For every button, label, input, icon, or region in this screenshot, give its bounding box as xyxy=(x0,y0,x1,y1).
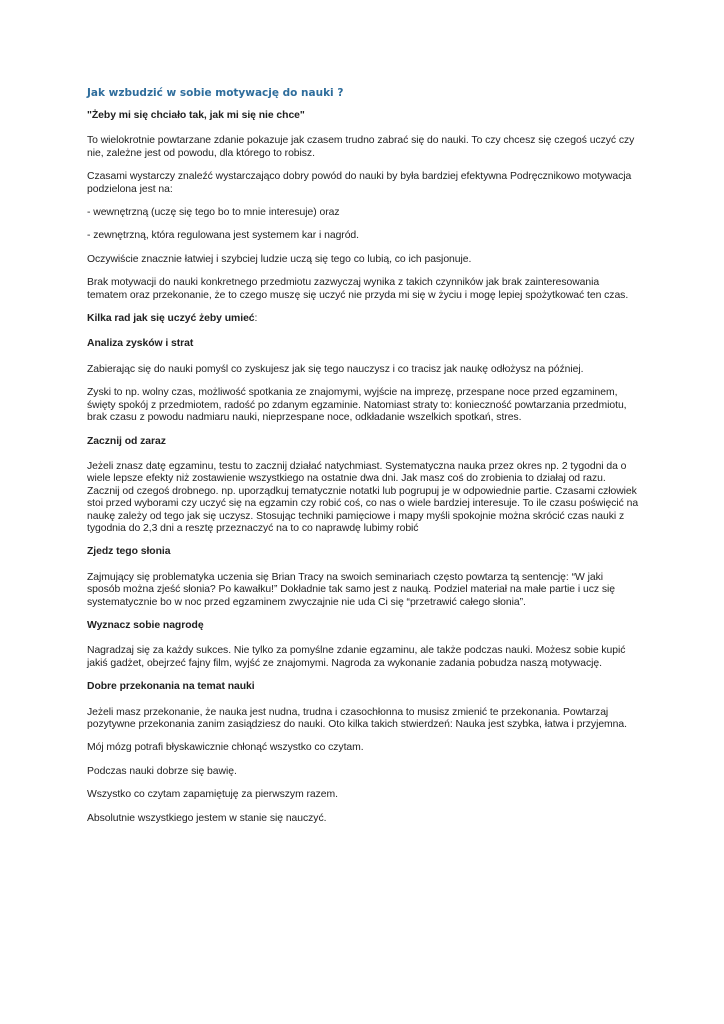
document-title: Jak wzbudzić w sobie motywację do nauki ? xyxy=(87,87,344,99)
intro-paragraph: Brak motywacji do nauki konkretnego przedmiotu zazwyczaj wynika z takich czynników jak brak zainteresowania tematem oraz przekonanie, że to czego muszę się uczyć nie przyda mi się w życiu i mogę lepiej spożytkować ten czas. xyxy=(87,277,629,301)
section-paragraph: Zajmujący się problematyka uczenia się Brian Tracy na swoich seminariach często powtarza tą sentencję: “W jaki sposób można zjeść słonia? Po kawałku!” Dokładnie tak samo jest z nauką. Podziel materiał na małe partie i ucz się systematycznie bo w noc przed egzaminem zwyczajnie nie uda Ci się “przetrawić całego słonia”. xyxy=(87,571,615,608)
document-page xyxy=(87,86,639,836)
intro-paragraph: - wewnętrzną (uczę się tego bo to mnie interesuje) oraz xyxy=(87,207,340,219)
tips-heading-text: Kilka rad jak się uczyć żeby umieć xyxy=(87,313,255,325)
intro-paragraph: Oczywiście znacznie łatwiej i szybciej ludzie uczą się tego co lubią, co ich pasjonuje. xyxy=(87,253,472,265)
affirmation-line: Absolutnie wszystkiego jestem w stanie się nauczyć. xyxy=(87,812,327,824)
intro-paragraph: Czasami wystarczy znaleźć wystarczająco dobry powód do nauki by była bardziej efektywna Podręcznikowo motywacja podzielona jest na: xyxy=(87,171,632,195)
section-paragraph: Jeżeli masz przekonanie, że nauka jest nudna, trudna i czasochłonna to musisz zmienić te przekonania. Powtarzaj pozytywne przekonania zanim zasiądziesz do nauki. Oto kilka takich stwierdzeń: Nauka jest szybka, łatwa i przyjemna. xyxy=(87,706,627,730)
section-heading: Analiza zysków i strat xyxy=(87,338,194,350)
affirmation-line: Podczas nauki dobrze się bawię. xyxy=(87,765,237,777)
tips-heading xyxy=(87,313,639,325)
section-heading: Wyznacz sobie nagrodę xyxy=(87,619,204,631)
affirmation-line: Mój mózg potrafi błyskawicznie chłonąć wszystko co czytam. xyxy=(87,742,364,754)
section-heading: Dobre przekonania na temat nauki xyxy=(87,681,255,693)
affirmation-line: Wszystko co czytam zapamiętuję za pierwszym razem. xyxy=(87,789,338,801)
section-paragraph: Zabierając się do nauki pomyśl co zyskujesz jak się tego nauczysz i co tracisz jak naukę odłożysz na później. xyxy=(87,363,584,375)
section-heading: Zacznij od zaraz xyxy=(87,435,166,447)
section-paragraph: Zyski to np. wolny czas, możliwość spotkania ze znajomymi, wyjście na imprezę, przespane noce przed egzaminem, święty spokój z przedmiotem, radość po zdanym egzaminie. Natomiast straty to: konieczność powtarzania przedmiotu, brak czasu z powodu nadmiaru nauki, nieprzespane noce, odkładanie wszelkich spotkań, stres. xyxy=(87,387,627,424)
section-heading: Zjedz tego słonia xyxy=(87,546,171,558)
section-paragraph: Jeżeli znasz datę egzaminu, testu to zacznij działać natychmiast. Systematyczna nauka przez okres np. 2 tygodni da o wiele lepsze efekty niż zostawienie wszystkiego na ostatnie dwa dni. Jak masz coś do zrobienia to działaj od razu. Zacznij od czegoś drobnego. np. uporządkuj tematycznie notatki lub pogrupuj je w odpowiednie partie. Czasami człowiek stoi przed wyborami czy uczyć się na egzamin czy robić coś, co nas o wiele bardziej interesuje. To ile czasu poświęcić na naukę zależy od tego jak się uczysz. Stosując techniki pamięciowe i mapy myśli spokojnie można skrócić czas nauki z tygodnia do 2,3 dni a resztę przeznaczyć na to co naprawdę lubimy robić xyxy=(87,460,639,534)
intro-paragraph: To wielokrotnie powtarzane zdanie pokazuje jak czasem trudno zabrać się do nauki. To czy chcesz się czegoś uczyć czy nie, zależne jest od powodu, dla którego to robisz. xyxy=(87,135,635,159)
intro-paragraph: - zewnętrzną, która regulowana jest systemem kar i nagród. xyxy=(87,230,359,242)
section-paragraph: Nagradzaj się za każdy sukces. Nie tylko za pomyślne zdanie egzaminu, ale także podczas nauki. Możesz sobie kupić jakiś gadżet, obejrzeć fajny film, wyjść ze znajomymi. Nagroda za wykonanie zadania pobudza naszą motywację. xyxy=(87,645,626,669)
quote-heading: "Żeby mi się chciało tak, jak mi się nie chce" xyxy=(87,110,305,121)
tips-heading-colon: : xyxy=(254,313,258,325)
